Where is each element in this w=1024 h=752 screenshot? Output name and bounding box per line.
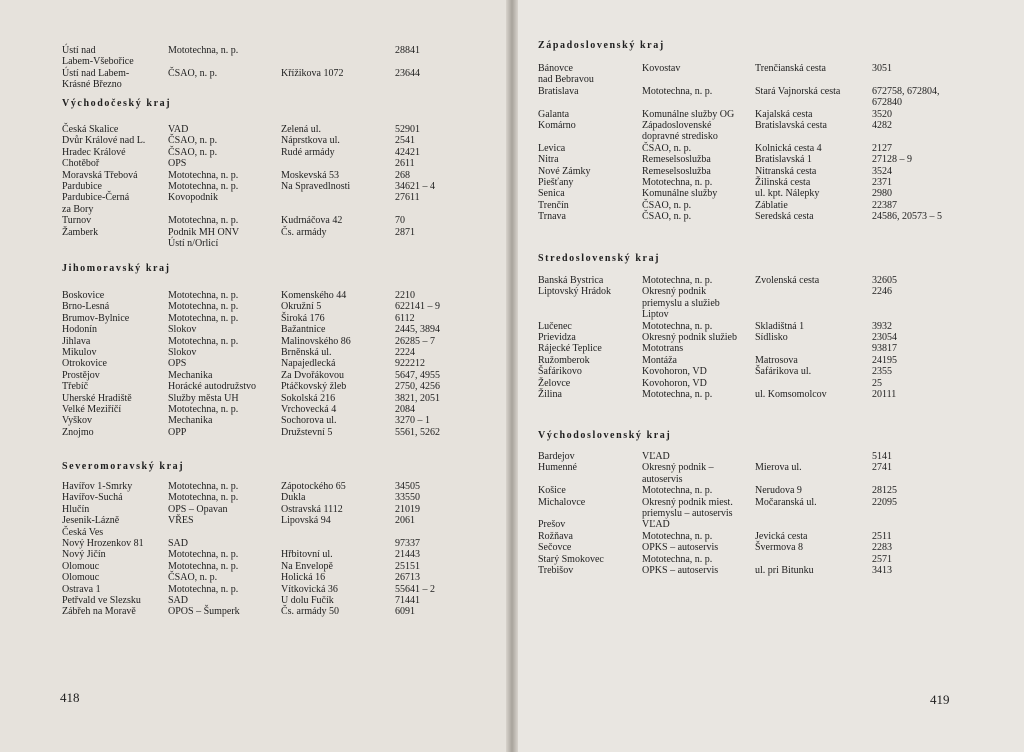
phone-cell: 21443 [395, 549, 420, 561]
company-cell: Horácké autodružstvo [168, 381, 257, 393]
address-cell: Sochorova ul. [281, 415, 337, 427]
company-cell: OPKS – autoservis [642, 542, 719, 554]
city-cell: Olomouc [62, 560, 100, 572]
city-cell: Bánovce nad Bebravou [538, 63, 594, 86]
address-cell: Čs. armády [281, 226, 327, 238]
phone-cell: 922212 [395, 358, 425, 370]
company-cell: Mototechna, n. p. [642, 389, 713, 400]
city-cell: Galanta [538, 108, 570, 120]
phone-cell: 34621 – 4 [395, 181, 435, 192]
city-cell: Zábřeh na Moravě [62, 606, 136, 618]
page-number-right: 419 [930, 692, 950, 707]
address-cell: Vrchovecká 4 [281, 404, 337, 415]
phone-cell: 268 [395, 169, 410, 181]
right-page [512, 0, 1024, 752]
address-cell: Ostravská 1112 [281, 503, 343, 515]
address-cell: Bratislavská cesta [755, 120, 827, 131]
city-cell: Havířov-Suchá [62, 492, 123, 504]
phone-cell: 3821, 2051 [395, 392, 440, 404]
city-cell: Velké Meziříčí [62, 404, 122, 415]
phone-cell: 3520 [872, 108, 892, 120]
city-cell: Vyškov [62, 415, 93, 427]
city-cell: Žamberk [62, 226, 99, 238]
phone-cell: 3932 [872, 320, 892, 332]
company-cell: OPS [168, 358, 187, 370]
city-cell: Michalovce [538, 496, 586, 508]
phone-cell: 2084 [395, 404, 415, 415]
company-cell: Remeselsoslužba [642, 154, 711, 166]
address-cell: Močaranská ul. [755, 496, 817, 508]
phone-cell: 97337 [395, 538, 420, 549]
phone-cell: 6091 [395, 606, 415, 618]
city-cell: Nitra [538, 154, 559, 166]
phone-cell: 33550 [395, 492, 420, 504]
company-cell: Mototechna, n. p. [168, 583, 239, 595]
city-cell: Dvůr Králové nad L. [62, 135, 146, 147]
company-cell: OPOS – Šumperk [168, 606, 240, 618]
company-cell: Mototechna, n. p. [168, 181, 239, 192]
city-cell: Bardejov [538, 451, 575, 462]
company-cell: SAD [168, 595, 189, 606]
address-cell: Seredská cesta [755, 211, 814, 223]
city-cell: Ústí nad Labem- Krásné Březno [62, 67, 130, 91]
address-cell: Zápotockého 65 [281, 481, 346, 492]
city-cell: Sečovce [538, 542, 572, 554]
company-cell: Kovohoron, VD [642, 366, 707, 378]
address-cell: Skladištná 1 [755, 320, 805, 332]
city-cell: Jesenik-Lázně Česká Ves [62, 515, 120, 538]
address-cell: Šafárikova ul. [755, 366, 812, 378]
phone-cell: 4282 [872, 120, 892, 131]
city-cell: Komárno [538, 120, 576, 131]
phone-cell: 2871 [395, 226, 415, 238]
address-cell: Moskevská 53 [281, 169, 340, 181]
company-cell: ČSAO, n. p. [168, 67, 218, 79]
city-cell: Jihlava [62, 335, 91, 347]
phone-cell: 2127 [872, 142, 892, 154]
company-cell: Mototechna, n. p. [168, 301, 239, 313]
phone-cell: 2541 [395, 135, 415, 147]
address-cell: Za Dvořákovou [281, 369, 345, 381]
phone-cell: 2980 [872, 188, 892, 200]
company-cell: Mototechna, n. p. [168, 215, 239, 227]
city-cell: Mikulov [62, 347, 97, 358]
city-cell: Třebíč [62, 381, 89, 393]
city-cell: Nový Jičín [62, 549, 106, 561]
address-cell: Bažantnice [281, 324, 326, 336]
company-cell: ČSAO, n. p. [168, 146, 218, 158]
company-cell: Mototechna, n. p. [168, 404, 239, 415]
phone-cell: 2741 [872, 462, 892, 474]
company-cell: Mototechna, n. p. [168, 492, 239, 504]
section-heading: Západoslovenský kraj [538, 40, 665, 51]
company-cell: Montáža [642, 354, 677, 366]
address-cell: Ptáčkovský žleb [281, 381, 347, 393]
city-cell: Hlučín [62, 503, 90, 515]
company-cell: OPKS – autoservis [642, 565, 719, 576]
company-cell: Mechanika [168, 415, 213, 427]
address-cell: Nitranská cesta [755, 165, 817, 177]
company-cell: Mototechna, n. p. [642, 530, 713, 542]
company-cell: Mototechna, n. p. [168, 312, 239, 324]
city-cell: Želovce [538, 377, 571, 389]
company-cell: Mototechna, n. p. [168, 560, 239, 572]
address-cell: Brněnská ul. [281, 347, 332, 358]
phone-cell: 71441 [395, 595, 420, 606]
company-cell: Okresný podnik – autoservis [642, 462, 714, 485]
address-cell: Matrosova [755, 354, 798, 366]
address-cell: Bratislavská 1 [755, 154, 812, 166]
phone-cell: 27611 [395, 192, 420, 204]
city-cell: Ústí nad Labem-Všebořice [62, 45, 134, 68]
address-cell: Sídlisko [755, 332, 788, 343]
company-cell: Okresný podnik priemyslu a služieb Liptov [642, 286, 720, 321]
phone-cell: 5561, 5262 [395, 426, 440, 438]
company-cell: OPS – Opavan [168, 503, 228, 515]
city-cell: Banská Bystrica [538, 275, 604, 286]
phone-cell: 2571 [872, 553, 892, 565]
phone-cell: 3051 [872, 63, 892, 74]
city-cell: Trenčín [538, 199, 569, 211]
address-cell: Kolnická cesta 4 [755, 142, 822, 154]
phone-cell: 25151 [395, 560, 420, 572]
phone-cell: 2224 [395, 347, 415, 358]
city-cell: Humenné [538, 462, 577, 474]
city-cell: Lučenec [538, 320, 572, 332]
city-cell: Pardubice-Černá za Bory [62, 192, 130, 215]
phone-cell: 2210 [395, 290, 415, 301]
company-cell: Remeselsoslužba [642, 165, 711, 177]
phone-cell: 25 [872, 377, 882, 389]
address-cell: Jevická cesta [755, 530, 808, 542]
page-number-left: 418 [60, 690, 80, 705]
city-cell: Turnov [62, 215, 92, 227]
city-cell: Hradec Králové [62, 146, 126, 158]
phone-cell: 20111 [872, 389, 897, 400]
phone-cell: 28125 [872, 485, 897, 497]
phone-cell: 28841 [395, 45, 420, 56]
company-cell: OPS [168, 158, 187, 170]
phone-cell: 2611 [395, 158, 415, 170]
city-cell: Petřvald ve Slezsku [62, 595, 141, 606]
city-cell: Brumov-Bylnice [62, 312, 130, 324]
city-cell: Senica [538, 188, 565, 200]
address-cell: Zelená ul. [281, 124, 321, 135]
phone-cell: 23644 [395, 67, 420, 79]
city-cell: Znojmo [62, 426, 94, 438]
address-cell: Nerudova 9 [755, 485, 802, 497]
city-cell: Prievidza [538, 332, 576, 343]
company-cell: Kovostav [642, 63, 681, 74]
company-cell: Mototechna, n. p. [642, 275, 713, 286]
city-cell: Nový Hrozenkov 81 [62, 538, 144, 549]
address-cell: Kajalská cesta [755, 108, 813, 120]
phone-cell: 27128 – 9 [872, 154, 912, 166]
address-cell: Na Envelopě [281, 560, 333, 572]
address-cell: Sokolská 216 [281, 392, 336, 404]
phone-cell: 32605 [872, 275, 897, 286]
city-cell: Žilina [538, 389, 562, 400]
company-cell: ČSAO, n. p. [168, 572, 218, 584]
company-cell: Mototechna, n. p. [642, 553, 713, 565]
phone-cell: 34505 [395, 481, 420, 492]
phone-cell: 2355 [872, 366, 892, 378]
phone-cell: 22095 [872, 496, 897, 508]
phone-cell: 5647, 4955 [395, 369, 440, 381]
city-cell: Chotěboř [62, 158, 100, 170]
city-cell: Hodonín [62, 324, 97, 336]
company-cell: Komunálne služby OG [642, 108, 735, 120]
company-cell: Podnik MH ONV Ústí n/Orlicí [168, 226, 240, 249]
city-cell: Ostrava 1 [62, 583, 101, 595]
city-cell: Havířov 1-Smrky [62, 481, 133, 492]
section-heading: Severomoravský kraj [62, 461, 185, 472]
company-cell: Okresný podnik služieb [642, 332, 737, 343]
city-cell: Prešov [538, 519, 566, 531]
phone-cell: 22387 [872, 199, 897, 211]
phone-cell: 26713 [395, 572, 420, 584]
book-gutter [506, 0, 518, 752]
company-cell: Západoslovenské dopravné stredisko [642, 120, 718, 143]
address-cell: Na Spravedlnosti [281, 181, 351, 192]
city-cell: Česká Skalice [62, 124, 119, 135]
phone-cell: 23054 [872, 332, 897, 343]
phone-cell: 24586, 20573 – 5 [872, 211, 942, 223]
city-cell: Moravská Třebová [62, 169, 138, 181]
company-cell: Mototechna, n. p. [168, 169, 239, 181]
company-cell: VAD [168, 124, 189, 135]
address-cell: Švermova 8 [755, 542, 804, 554]
city-cell: Starý Smokovec [538, 553, 604, 565]
city-cell: Liptovský Hrádok [538, 286, 612, 298]
address-cell: Široká 176 [281, 312, 325, 324]
company-cell: Slokov [168, 324, 197, 336]
company-cell: ČSAO, n. p. [642, 211, 692, 223]
address-cell: Družstevní 5 [281, 426, 333, 438]
address-cell: Křížikova 1072 [281, 67, 344, 79]
company-cell: Mototechna, n. p. [642, 177, 713, 188]
address-cell: Malinovského 86 [281, 335, 351, 347]
city-cell: Boskovice [62, 290, 105, 301]
company-cell: Mototechna, n. p. [642, 85, 713, 97]
address-cell: Holická 16 [281, 572, 326, 584]
phone-cell: 52901 [395, 124, 420, 135]
address-cell: ul. Komsomolcov [755, 389, 827, 400]
company-cell: Mototechna, n. p. [168, 335, 239, 347]
company-cell: Mototechna, n. p. [642, 485, 713, 497]
city-cell: Otrokovice [62, 358, 107, 370]
company-cell: Kovohoron, VD [642, 377, 707, 389]
company-cell: Mototechna, n. p. [168, 45, 239, 56]
company-cell: VĽAD [642, 451, 670, 462]
address-cell: Mierova ul. [755, 462, 802, 474]
company-cell: Služby města UH [168, 392, 239, 404]
phone-cell: 93817 [872, 343, 897, 355]
company-cell: Mototrans [642, 343, 684, 355]
company-cell: Slokov [168, 347, 197, 358]
phone-cell: 24195 [872, 354, 897, 366]
address-cell: ul. kpt. Nálepky [755, 188, 820, 200]
address-cell: Trenčianská cesta [755, 63, 826, 74]
phone-cell: 26285 – 7 [395, 335, 435, 347]
company-cell: ČSAO, n. p. [168, 135, 218, 147]
address-cell: Čs. armády 50 [281, 606, 340, 618]
city-cell: Brno-Lesná [62, 301, 110, 313]
company-cell: Mototechna, n. p. [168, 481, 239, 492]
phone-cell: 2371 [872, 177, 892, 188]
phone-cell: 2246 [872, 286, 892, 298]
city-cell: Olomouc [62, 572, 100, 584]
phone-cell: 21019 [395, 503, 420, 515]
company-cell: Mototechna, n. p. [168, 290, 239, 301]
city-cell: Rájecké Teplice [538, 343, 602, 355]
phone-cell: 5141 [872, 451, 892, 462]
company-cell: Komunálne služby [642, 188, 718, 200]
address-cell: Náprstkova ul. [281, 135, 340, 147]
company-cell: SAD [168, 538, 189, 549]
address-cell: Dukla [281, 492, 306, 504]
city-cell: Šafárikovo [538, 366, 582, 378]
phone-cell: 3270 – 1 [395, 415, 430, 427]
city-cell: Trnava [538, 211, 566, 223]
phone-cell: 2061 [395, 515, 415, 527]
address-cell: Rudé armády [281, 146, 335, 158]
section-heading: Jihomoravský kraj [62, 263, 171, 274]
company-cell: Mototechna, n. p. [642, 320, 713, 332]
company-cell: OPP [168, 426, 187, 438]
address-cell: Zvolenská cesta [755, 275, 820, 286]
address-cell: Vítkovická 36 [281, 583, 338, 595]
city-cell: Uherské Hradiště [62, 392, 132, 404]
company-cell: VĽAD [642, 519, 670, 531]
address-cell: Okružní 5 [281, 301, 322, 313]
company-cell: Okresný podnik miest. priemyslu – autoservis [642, 496, 733, 519]
address-cell: Komenského 44 [281, 290, 347, 301]
phone-cell: 3413 [872, 565, 892, 576]
phone-cell: 6112 [395, 312, 415, 324]
city-cell: Pardubice [62, 181, 102, 192]
phone-cell: 2750, 4256 [395, 381, 440, 393]
city-cell: Rožňava [538, 530, 573, 542]
city-cell: Nové Zámky [538, 165, 591, 177]
city-cell: Bratislava [538, 85, 579, 97]
company-cell: Mechanika [168, 369, 213, 381]
city-cell: Piešťany [538, 177, 574, 188]
company-cell: Mototechna, n. p. [168, 549, 239, 561]
phone-cell: 672758, 672804, 672840 [872, 85, 940, 109]
city-cell: Košice [538, 485, 566, 497]
city-cell: Prostějov [62, 369, 100, 381]
city-cell: Levica [538, 142, 566, 154]
phone-cell: 42421 [395, 146, 420, 158]
address-cell: Stará Vajnorská cesta [755, 85, 841, 97]
city-cell: Trebišov [538, 565, 574, 576]
company-cell: Kovopodnik [168, 192, 218, 204]
section-heading: Východočeský kraj [62, 98, 172, 109]
address-cell: Lipovská 94 [281, 515, 331, 527]
phone-cell: 2445, 3894 [395, 324, 440, 336]
phone-cell: 622141 – 9 [395, 301, 440, 313]
address-cell: ul. pri Bitunku [755, 565, 814, 576]
address-cell: Hřbitovní ul. [281, 549, 333, 561]
address-cell: Napajedlecká [281, 358, 336, 370]
city-cell: Ružomberok [538, 354, 590, 366]
address-cell: Kudrnáčova 42 [281, 215, 343, 227]
section-heading: Stredoslovenský kraj [538, 253, 661, 264]
phone-cell: 2511 [872, 530, 892, 542]
company-cell: ČSAO, n. p. [642, 199, 692, 211]
phone-cell: 3524 [872, 165, 892, 177]
address-cell: U dolu Fučík [281, 595, 334, 606]
phone-cell: 55641 – 2 [395, 583, 435, 595]
address-cell: Záblatie [755, 199, 788, 211]
address-cell: Žilinská cesta [755, 177, 811, 188]
company-cell: VŘES [168, 515, 194, 527]
company-cell: ČSAO, n. p. [642, 142, 692, 154]
section-heading: Východoslovenský kraj [538, 430, 672, 441]
phone-cell: 70 [395, 215, 405, 227]
phone-cell: 2283 [872, 542, 892, 554]
